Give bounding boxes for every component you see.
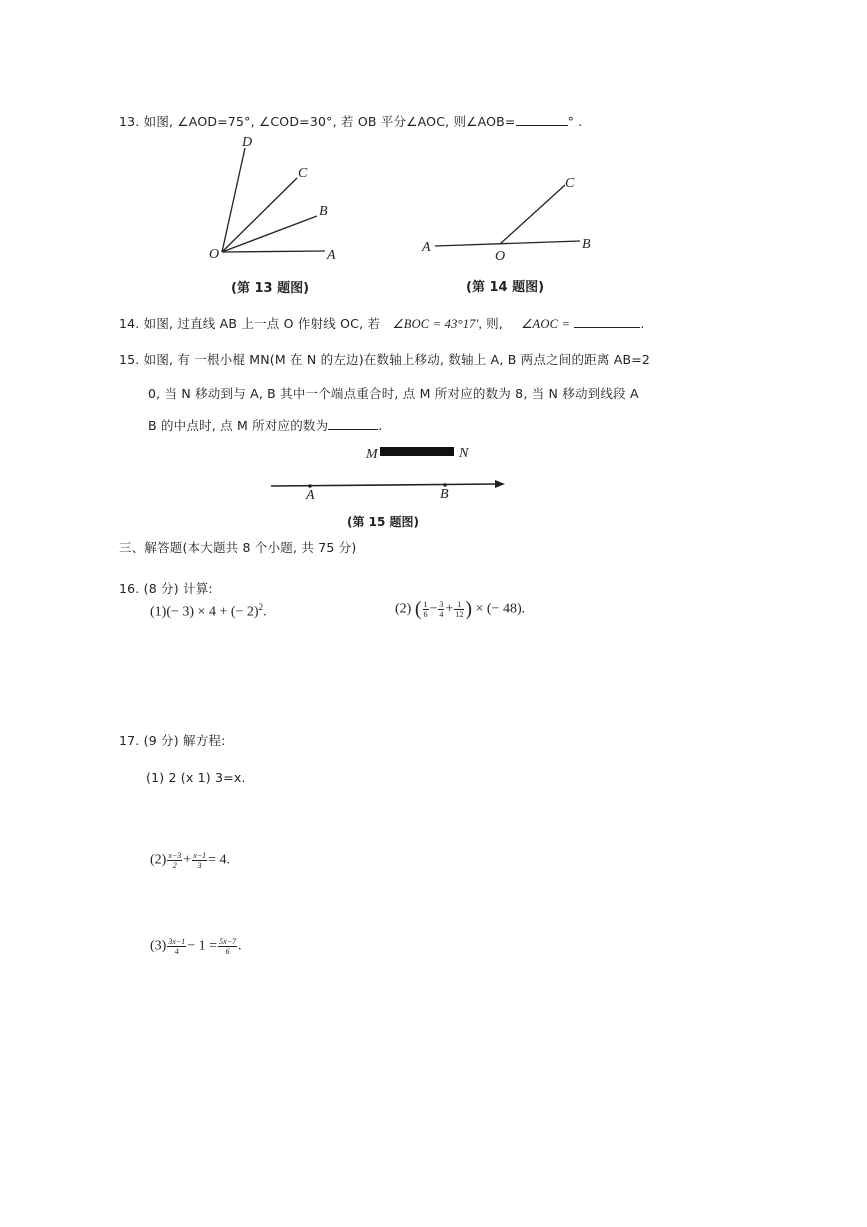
label-a: A [422,240,431,255]
label-c: C [298,166,308,181]
label-n: N [459,446,469,461]
number-line-arrow [495,480,505,488]
label-a: A [306,488,315,503]
label-c: C [565,176,575,191]
q17-part-3: (3) $\frac{3x-1}{4}$ − 1 = $\frac{5x-7}{6}$ . [150,937,242,956]
q17-title: 17. (9 分) 解方程: [119,733,226,748]
q13-text: 13. 如图, ∠AOD=75°, ∠COD=30°, 若 OB 平分∠AOC, 则∠AOB= ° . [119,114,583,129]
ray-od [222,148,245,252]
q15-line-3: B 的中点时, 点 M 所对应的数为 . [148,418,383,433]
q16-title: 16. (8 分) 计算: [119,581,213,596]
q16-part-2: (2) ( $\frac{1}{6}$ − $\frac{3}{4}$ + $\frac{1}{12}$ ) × (− 48). [395,598,526,620]
label-b: B [319,204,328,219]
q13-answer-blank[interactable] [516,125,568,126]
ray-oa [222,251,325,252]
fraction: $\frac{x-3}{2}$ [168,851,182,870]
q14-asked-angle: ∠AOC = [521,317,571,331]
figure-14 [415,170,605,265]
label-o: O [209,247,220,262]
figure-15 [265,438,525,514]
ray-ob [222,216,317,252]
label-a: A [327,248,336,263]
label-b: B [582,237,591,252]
fraction: $\frac{5x-7}{6}$ [219,937,237,956]
label-b: B [440,487,449,502]
q14-given-angle: ∠BOC = 43°17′, [392,317,482,331]
line-ab [435,241,580,246]
ray-oc [222,178,297,252]
q15-line-2: 0, 当 N 移动到与 A, B 其中一个端点重合时, 点 M 所对应的数为 8, 当 N 移动到线段 A [148,386,639,401]
stick-mn [380,447,454,456]
label-m: M [366,447,378,462]
ray-oc [500,185,565,244]
q14-answer-blank[interactable] [574,327,640,328]
q15-answer-blank[interactable] [328,429,378,430]
fraction: $\frac{x-1}{3}$ [193,851,207,870]
fraction: $\frac{3x-1}{4}$ [168,937,186,956]
label-o: O [495,249,506,264]
label-d: D [242,135,253,150]
figure-13-caption: (第 13 题图) [231,281,310,296]
figure-15-caption: (第 15 题图) [347,515,420,529]
fraction: $\frac{3}{4}$ [439,600,444,619]
q14-text: 14. 如图, 过直线 AB 上一点 O 作射线 OC, 若 ∠BOC = 43°17′, 则, ∠AOC = . [119,316,645,331]
figure-14-caption: (第 14 题图) [466,280,545,295]
q15-line-1: 15. 如图, 有 一根小棍 MN(M 在 N 的左边)在数轴上移动, 数轴上 A, B 两点之间的距离 AB=2 [119,352,651,367]
q17-part-1: (1) 2 (x 1) 3=x. [146,770,246,785]
q17-part-2: (2) $\frac{x-3}{2}$ + $\frac{x-1}{3}$ = 4. [150,851,231,870]
fraction: $\frac{1}{12}$ [455,600,464,619]
q16-part-1: (1)(− 3) × 4 + (− 2)$^2$. [150,602,267,620]
number-line [271,484,497,486]
section-3-heading: 三、解答题(本大题共 8 个小题, 共 75 分) [119,540,357,555]
fraction: $\frac{1}{6}$ [423,600,428,619]
figure-13 [200,128,350,268]
